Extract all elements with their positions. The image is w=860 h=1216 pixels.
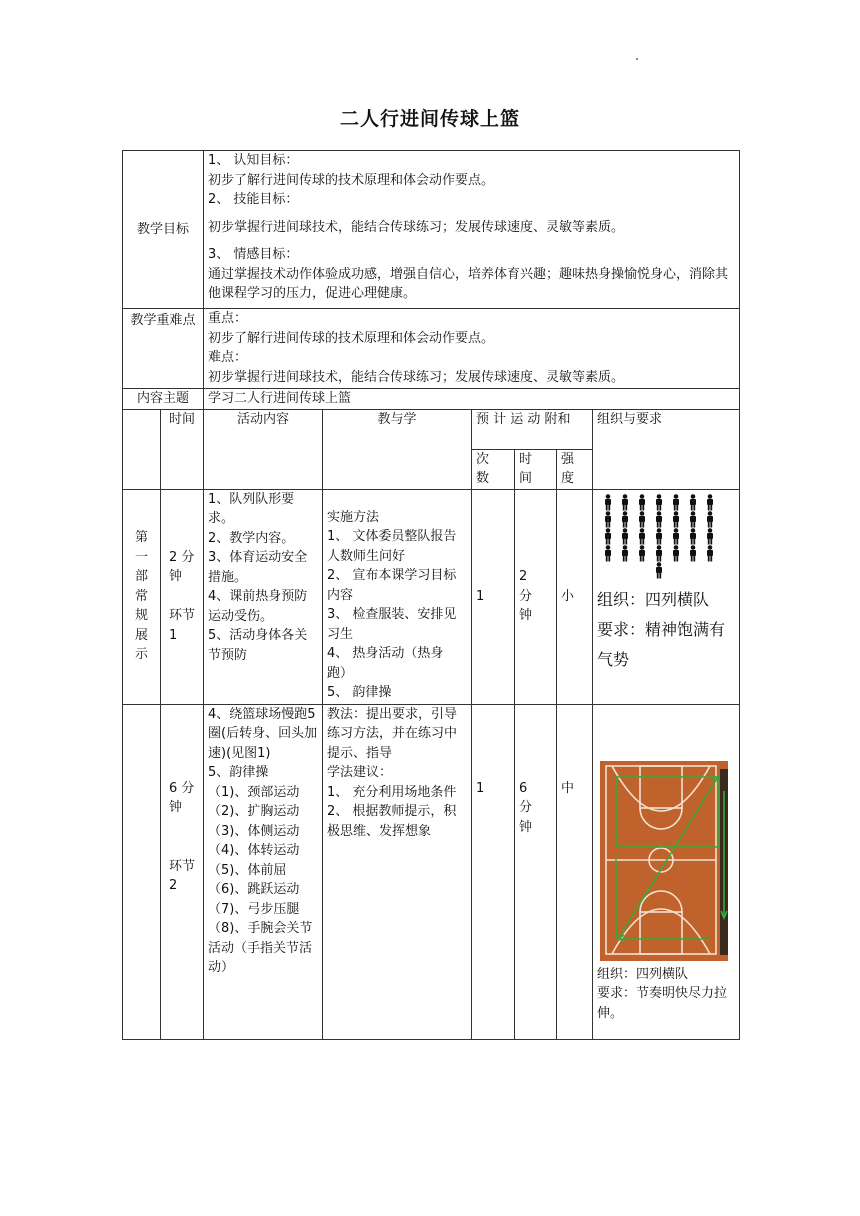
row-intensity: 中 bbox=[557, 704, 593, 1039]
person-icon bbox=[637, 528, 647, 545]
topic-value: 学习二人行进间传球上篮 bbox=[204, 389, 740, 410]
person-icon bbox=[637, 545, 647, 562]
section-row-1 bbox=[123, 489, 740, 704]
person-icon bbox=[705, 528, 715, 545]
row-intensity: 小 bbox=[557, 489, 593, 704]
row-activity: 1、队列队形要求。 2、教学内容。 3、体育运动安全措施。 4、课前热身预防运动受伤。 5、活动身体各关节预防 bbox=[204, 489, 323, 704]
row-activity: 4、绕篮球场慢跑5圈(后转身、回头加速)(见图1) 5、韵律操 （1)、颈部运动 （2)、扩胸运动 （3)、体侧运动 （4)、体转运动 （5)、体前屈 （6)、跳跃运动 （7)、弓步压腿 （8)、手腕会关节活动（手指关节活动） bbox=[204, 704, 323, 1039]
person-icon bbox=[620, 528, 630, 545]
key-point-line: 重点： bbox=[208, 311, 248, 326]
row-teach: 教法：提出要求，引导练习方法，并在练习中提示、指导 学法建议： 1、 充分利用场地条件 2、 根据教师提示，积极思维、发挥想象 bbox=[323, 704, 472, 1039]
formation-row bbox=[603, 528, 735, 545]
org-line: 组织：四列横队 bbox=[597, 966, 689, 982]
person-icon bbox=[654, 511, 664, 528]
person-icon bbox=[620, 545, 630, 562]
key-point-line: 初步了解行进间传球的技术原理和体会动作要点。 bbox=[208, 330, 495, 346]
person-icon bbox=[654, 494, 664, 511]
person-icon bbox=[671, 528, 681, 545]
person-icon bbox=[620, 511, 630, 528]
person-icon bbox=[637, 511, 647, 528]
objective-line: 通过掌握技术动作体验成功感，增强自信心，培养体育兴趣；趣味热身操愉悦身心，消除其他课程学习的压力，促进心理健康。 bbox=[208, 266, 729, 301]
header-activity: 活动内容 bbox=[204, 409, 323, 489]
row-duration: 2 分 钟 bbox=[515, 489, 557, 704]
person-icon bbox=[688, 545, 698, 562]
objectives-label: 教学目标 bbox=[123, 151, 204, 309]
row-duration: 6 分 钟 bbox=[515, 704, 557, 1039]
topic-row bbox=[123, 389, 740, 410]
basketball-court-icon bbox=[600, 761, 728, 961]
objective-line: 初步掌握行进间球技术，能结合传球练习；发展传球速度、灵敏等素质。 bbox=[208, 219, 625, 235]
person-icon bbox=[688, 511, 698, 528]
key-points-row bbox=[123, 309, 740, 389]
row-time: 2 分钟 环节 1 bbox=[161, 489, 204, 704]
key-point-line: 难点： bbox=[208, 350, 248, 365]
person-figure-icon bbox=[597, 490, 735, 579]
page-dot bbox=[636, 58, 638, 60]
person-icon bbox=[654, 528, 664, 545]
person-icon bbox=[620, 494, 630, 511]
org-line: 要求：节奏明快尽力拉伸。 bbox=[597, 986, 728, 1021]
objective-line: 3、 情感目标： bbox=[208, 247, 299, 262]
formation-leader bbox=[603, 562, 735, 579]
header-teach: 教与学 bbox=[323, 409, 472, 489]
person-icon bbox=[688, 528, 698, 545]
objective-line: 2、 技能目标： bbox=[208, 192, 299, 207]
person-icon bbox=[671, 511, 681, 528]
person-icon bbox=[705, 511, 715, 528]
person-icon bbox=[671, 494, 681, 511]
objective-line: 初步了解行进间传球的技术原理和体会动作要点。 bbox=[208, 172, 495, 188]
objective-line: 1、 认知目标： bbox=[208, 153, 299, 168]
row-org bbox=[593, 704, 740, 1039]
person-icon bbox=[705, 494, 715, 511]
formation-row bbox=[603, 545, 735, 562]
section-row-2 bbox=[123, 704, 740, 1039]
person-icon bbox=[654, 545, 664, 562]
formation-row bbox=[603, 494, 735, 511]
row-teach: 实施方法 1、 文体委员整队报告人数师生问好 2、 宣布本课学习目标内容 3、 检查服装、安排见习生 4、 热身活动（热身跑） 5、 韵律操 bbox=[323, 489, 472, 704]
row-count: 1 bbox=[472, 489, 515, 704]
key-points-content bbox=[204, 309, 740, 389]
person-icon bbox=[637, 494, 647, 511]
formation-row bbox=[603, 511, 735, 528]
person-icon bbox=[603, 511, 613, 528]
person-icon bbox=[603, 545, 613, 562]
header-intensity: 强 度 bbox=[557, 449, 593, 489]
person-icon bbox=[688, 494, 698, 511]
person-icon bbox=[603, 528, 613, 545]
key-points-label: 教学重难点 bbox=[123, 309, 204, 389]
page-title: 二人行进间传球上篮 bbox=[339, 108, 520, 130]
row-count: 1 bbox=[472, 704, 515, 1039]
lesson-plan-table bbox=[122, 150, 740, 1040]
part-label bbox=[123, 704, 161, 1039]
objectives-content bbox=[204, 151, 740, 309]
person-icon bbox=[705, 545, 715, 562]
part-label-text: 第 一 部 常 规 展 示 bbox=[134, 530, 148, 663]
topic-label: 内容主题 bbox=[123, 389, 204, 410]
objectives-row bbox=[123, 151, 740, 309]
org-line: 要求：精神饱满有气势 bbox=[597, 619, 726, 669]
org-line: 组织：四列横队 bbox=[597, 589, 710, 609]
header-count: 次 数 bbox=[472, 449, 515, 489]
header-org: 组织与要求 bbox=[593, 409, 740, 489]
row-org bbox=[593, 489, 740, 704]
person-icon bbox=[671, 545, 681, 562]
header-row-1 bbox=[123, 409, 740, 449]
header-duration: 时 间 bbox=[515, 449, 557, 489]
header-time: 时间 bbox=[161, 409, 204, 489]
person-icon bbox=[603, 494, 613, 511]
person-icon bbox=[654, 562, 664, 579]
header-estimate: 预 计 运 动 附和 bbox=[472, 409, 593, 449]
part-label bbox=[123, 489, 161, 704]
key-point-line: 初步掌握行进间球技术，能结合传球练习；发展传球速度、灵敏等素质。 bbox=[208, 369, 625, 385]
row-time: 6 分钟 环节 2 bbox=[161, 704, 204, 1039]
